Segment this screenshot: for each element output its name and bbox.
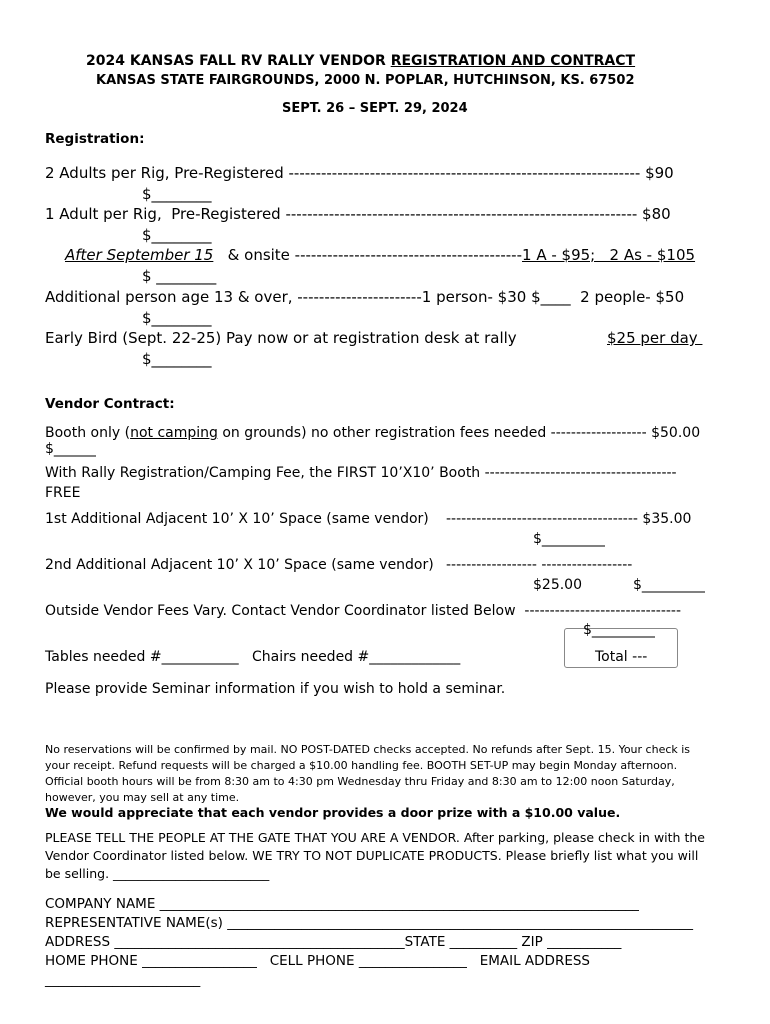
reg-one-adult: 1 Adult per Rig, Pre-Registered ----------------------------------------------------------------- $80 bbox=[45, 205, 671, 223]
reg-late-mid: & onsite ------------------------------------------ bbox=[227, 246, 523, 264]
additional-space-1-price: -------------------------------------- $35.00 bbox=[446, 511, 692, 527]
additional-space-2-blank[interactable]: $_________ bbox=[633, 577, 705, 593]
vendor-gate-line-2: Vendor Coordinator listed below. WE TRY TO NOT DUPLICATE PRODUCTS. Please briefly list what you will bbox=[45, 848, 699, 863]
outside-vendor-line: Outside Vendor Fees Vary. Contact Vendor Coordinator listed Below ------------------------------- bbox=[45, 603, 682, 619]
reg-two-adults-blank[interactable]: $________ bbox=[142, 185, 212, 203]
additional-space-1-blank[interactable]: $_________ bbox=[533, 531, 605, 547]
vendor-gate-line-3[interactable]: be selling. _________________________ bbox=[45, 866, 270, 881]
title-plain: 2024 KANSAS FALL RV RALLY VENDOR bbox=[86, 53, 391, 69]
reg-late-prices: 1 A - $95; 2 As - $105 bbox=[522, 246, 696, 264]
title-underlined: REGISTRATION AND CONTRACT bbox=[390, 53, 636, 69]
tables-chairs-line[interactable]: Tables needed #___________ Chairs needed #_____________ bbox=[45, 649, 461, 665]
reg-early-bird-price: $25 per day bbox=[607, 329, 703, 347]
reg-late-blank[interactable]: $ ________ bbox=[142, 267, 217, 285]
location-line: KANSAS STATE FAIRGROUNDS, 2000 N. POPLAR, HUTCHINSON, KS. 67502 bbox=[96, 73, 635, 88]
outside-vendor-blank[interactable]: $_________ bbox=[583, 622, 655, 638]
door-prize-note: We would appreciate that each vendor provides a door prize with a $10.00 value. bbox=[45, 805, 621, 820]
email-blank[interactable]: _______________________ bbox=[45, 972, 201, 988]
rally-booth-line: With Rally Registration/Camping Fee, the FIRST 10’X10’ Booth -------------------------------------- bbox=[45, 465, 677, 481]
phone-email-field[interactable]: HOME PHONE _________________ CELL PHONE ________________ EMAIL ADDRESS bbox=[45, 953, 590, 969]
vendor-heading: Vendor Contract: bbox=[45, 396, 175, 412]
reg-early-bird-blank[interactable]: $________ bbox=[142, 350, 212, 368]
total-label: Total --- bbox=[595, 649, 648, 665]
reg-additional-blank[interactable]: $________ bbox=[142, 309, 212, 327]
booth-only-line bbox=[45, 426, 700, 440]
notes-line-4: however, you may sell at any time. bbox=[45, 791, 240, 804]
notes-line-2: your receipt. Refund requests will be charged a $10.00 handling fee. BOOTH SET-UP may begin Monday afternoon. bbox=[45, 759, 678, 772]
reg-early-bird: Early Bird (Sept. 22-25) Pay now or at registration desk at rally bbox=[45, 329, 517, 347]
notes-line-3: Official booth hours will be from 8:30 am to 4:30 pm Wednesday thru Friday and 8:30 am to 12:00 noon Saturday, bbox=[45, 775, 675, 788]
reg-one-adult-blank[interactable]: $________ bbox=[142, 226, 212, 244]
reg-two-adults: 2 Adults per Rig, Pre-Registered ----------------------------------------------------------------- $90 bbox=[45, 164, 674, 182]
additional-space-2: 2nd Additional Adjacent 10’ X 10’ Space (same vendor) bbox=[45, 557, 434, 573]
rally-booth-free: FREE bbox=[45, 485, 81, 501]
address-field[interactable]: ADDRESS ___________________________________________STATE __________ ZIP ___________ bbox=[45, 934, 622, 950]
registration-heading: Registration: bbox=[45, 131, 145, 147]
booth-only-a: Booth only ( bbox=[45, 425, 131, 441]
reg-late-line bbox=[65, 248, 695, 263]
company-name-field[interactable]: COMPANY NAME _______________________________________________________________________ bbox=[45, 896, 639, 912]
booth-only-blank[interactable]: $______ bbox=[45, 441, 96, 457]
notes-line-1: No reservations will be confirmed by mail. NO POST-DATED checks accepted. No refunds after Sept. 15. Your check is bbox=[45, 743, 691, 756]
reg-additional-person: Additional person age 13 & over, -----------------------1 person- $30 $____ 2 people- $50 bbox=[45, 288, 685, 306]
booth-only-b: on grounds) no other registration fees needed ------------------- $50.00 bbox=[217, 425, 701, 441]
representative-name-field[interactable]: REPRESENTATIVE NAME(s) _____________________________________________________________________ bbox=[45, 915, 693, 931]
booth-not-camping: not camping bbox=[130, 425, 218, 441]
page-title bbox=[86, 54, 635, 68]
reg-late-date: After September 15 bbox=[65, 246, 214, 264]
additional-space-1: 1st Additional Adjacent 10’ X 10’ Space (same vendor) bbox=[45, 511, 429, 527]
seminar-note: Please provide Seminar information if you wish to hold a seminar. bbox=[45, 681, 506, 697]
additional-space-2-price: $25.00 bbox=[533, 577, 582, 593]
additional-space-2-dash: ------------------ ------------------ bbox=[446, 557, 633, 573]
dates-line: SEPT. 26 – SEPT. 29, 2024 bbox=[282, 101, 468, 116]
vendor-gate-line-1: PLEASE TELL THE PEOPLE AT THE GATE THAT YOU ARE A VENDOR. After parking, please check in with the bbox=[45, 830, 705, 845]
